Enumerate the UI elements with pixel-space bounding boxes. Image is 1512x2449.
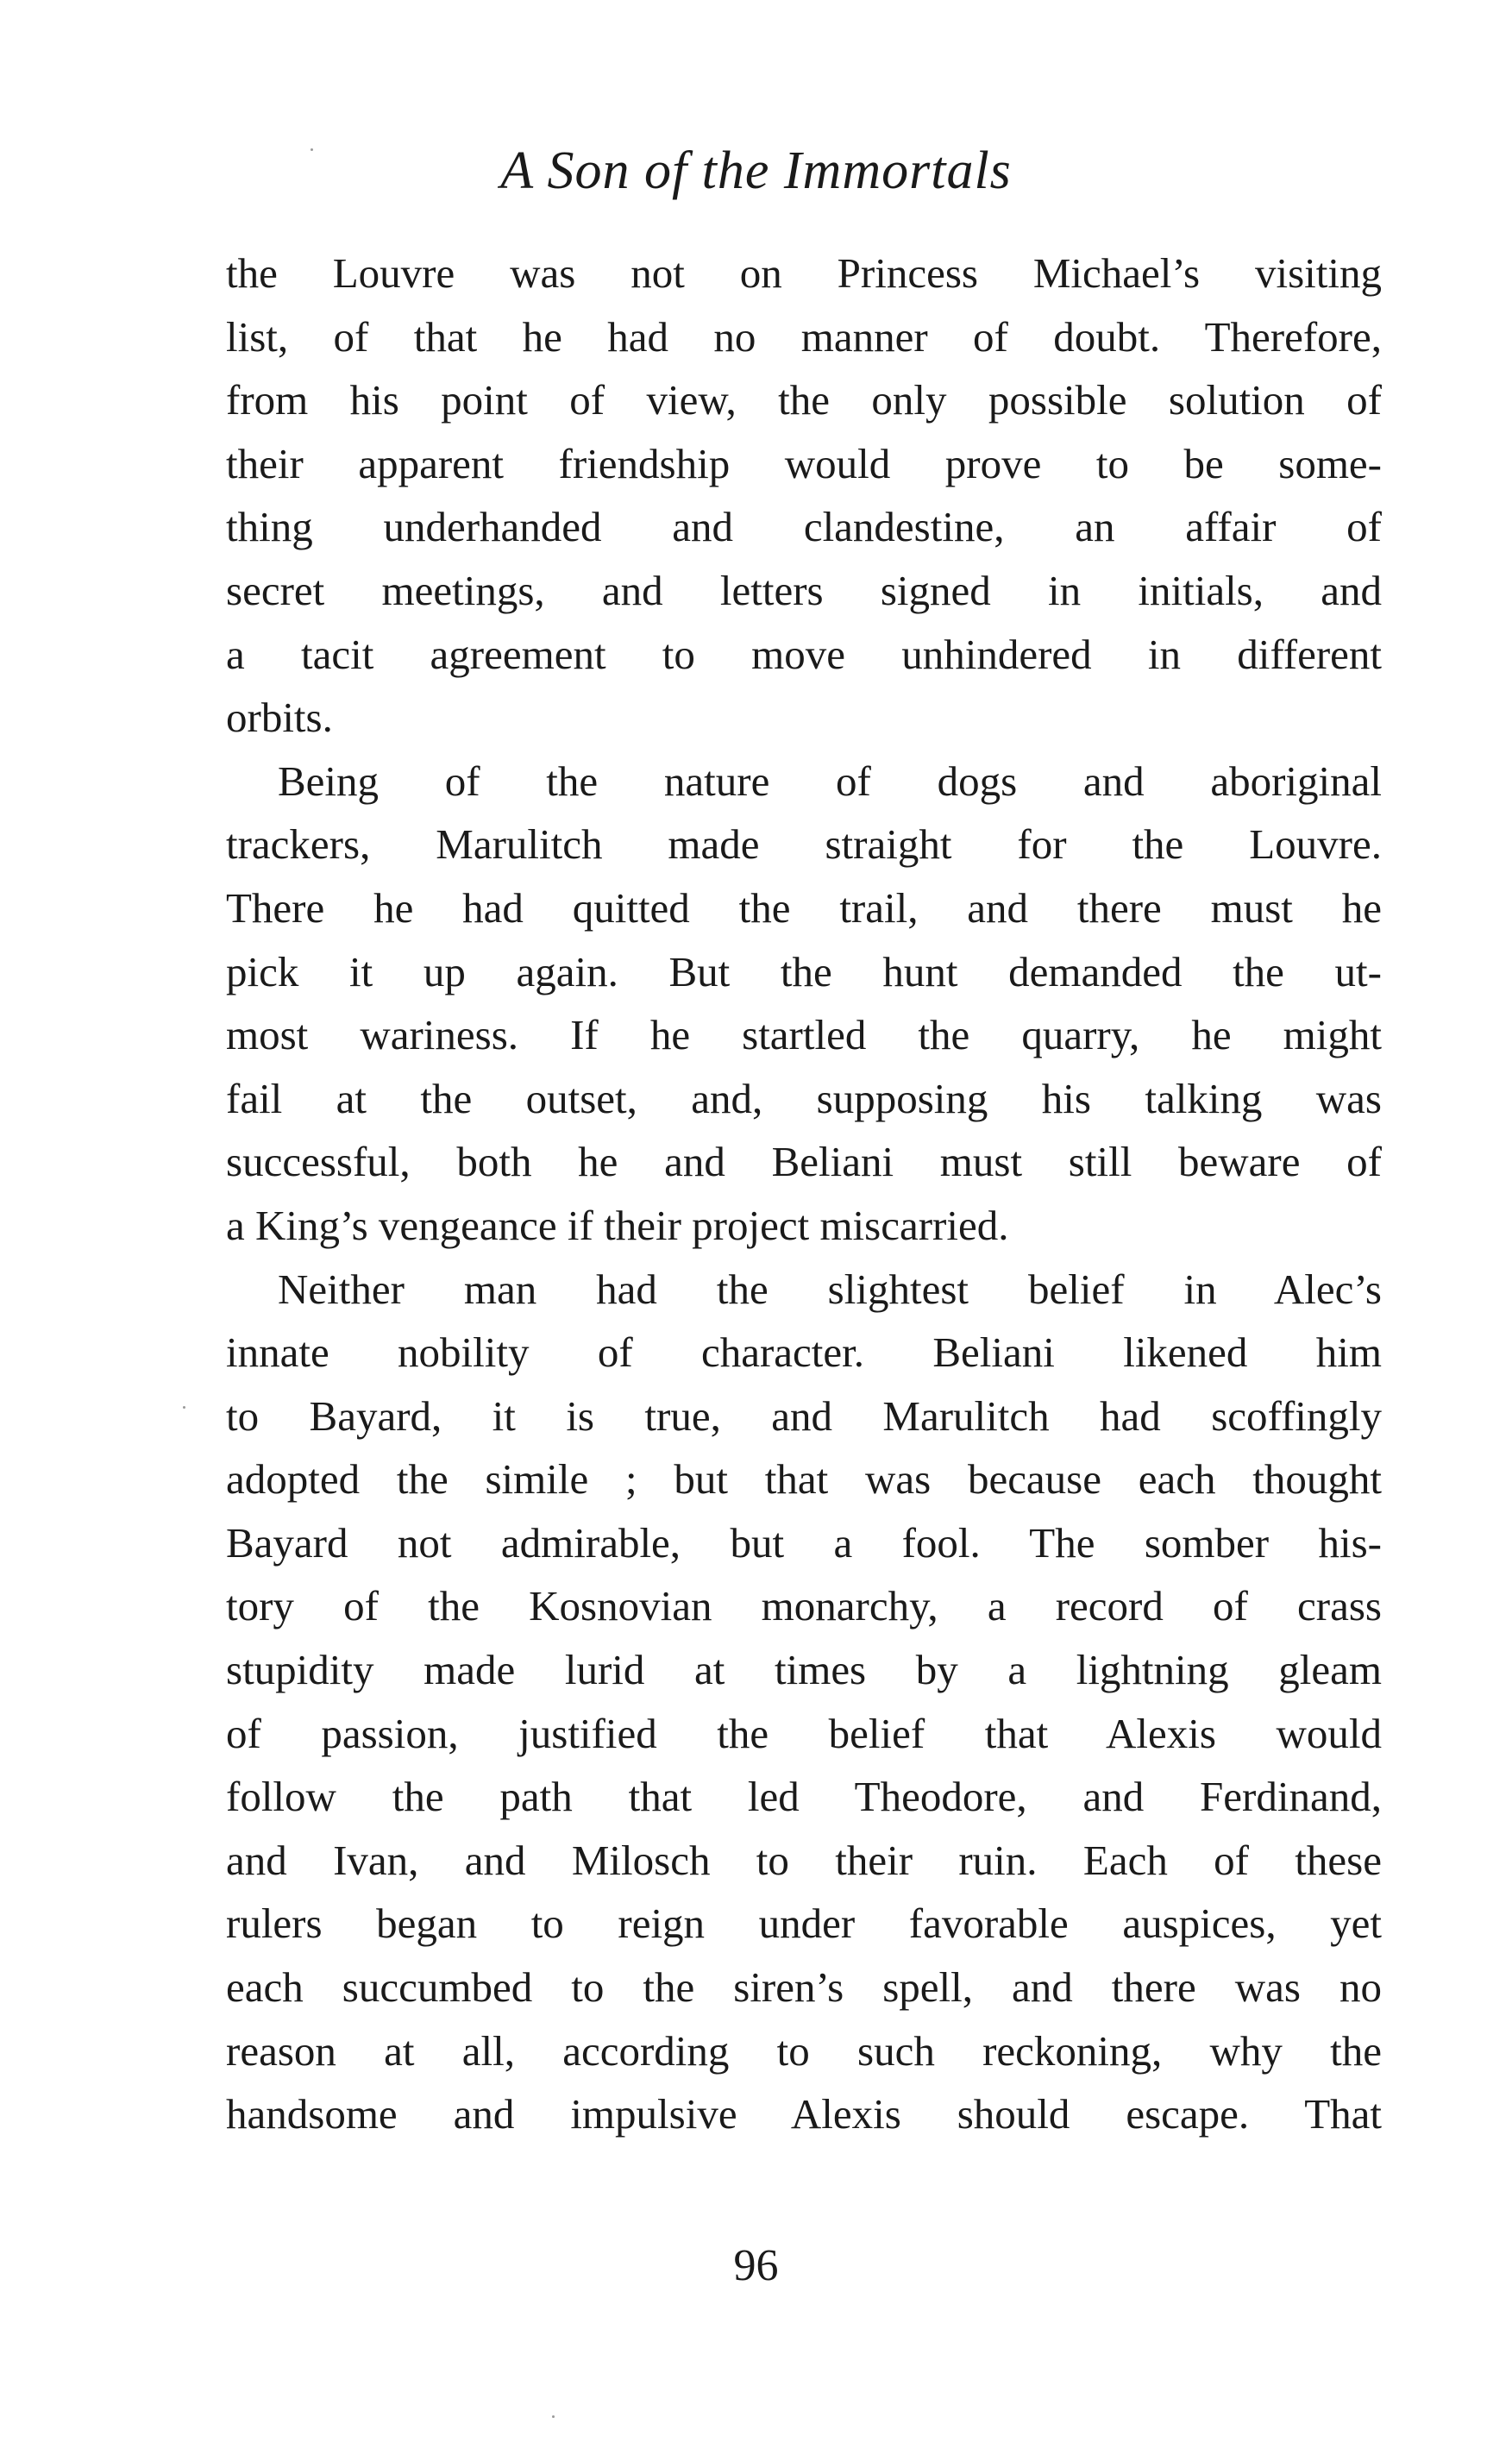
text-line: Bayard not admirable, but a fool. The somber his- <box>226 1518 1382 1567</box>
text-line: each succumbed to the siren’s spell, and there was no <box>226 1963 1382 2012</box>
text-line: secret meetings, and letters signed in initials, and <box>226 566 1382 614</box>
paper-speck <box>552 2415 555 2418</box>
text-line: fail at the outset, and, supposing his talking was <box>226 1074 1382 1122</box>
text-line: Being of the nature of dogs and aboriginal <box>278 757 1382 805</box>
text-line: follow the path that led Theodore, and Ferdinand, <box>226 1773 1382 1821</box>
text-line: of passion, justified the belief that Alexis would <box>226 1709 1382 1757</box>
text-line: reason at all, according to such reckoning, why the <box>226 2026 1382 2075</box>
body-text <box>226 242 1382 2146</box>
paper-speck <box>183 1406 185 1409</box>
text-line: tory of the Kosnovian monarchy, a record of crass <box>226 1582 1382 1630</box>
text-line: innate nobility of character. Beliani likened him <box>226 1328 1382 1377</box>
text-line: most wariness. If he startled the quarry, he might <box>226 1011 1382 1059</box>
text-line: thing underhanded and clandestine, an affair of <box>226 503 1382 551</box>
text-line: trackers, Marulitch made straight for the Louvre. <box>226 820 1382 869</box>
text-line: a King’s vengeance if their project miscarried. <box>226 1201 1009 1249</box>
text-line: pick it up again. But the hunt demanded the ut- <box>226 947 1382 995</box>
text-line: There he had quitted the trail, and there must he <box>226 883 1382 932</box>
text-line: adopted the simile ; but that was because each thought <box>226 1455 1382 1504</box>
text-line: to Bayard, it is true, and Marulitch had scoffingly <box>226 1391 1382 1440</box>
text-line: and Ivan, and Milosch to their ruin. Each of these <box>226 1836 1382 1884</box>
text-line: orbits. <box>226 694 333 742</box>
paper-speck <box>311 148 313 151</box>
text-line: handsome and impulsive Alexis should escape. That <box>226 2090 1382 2138</box>
text-line: list, of that he had no manner of doubt. Therefore, <box>226 312 1382 361</box>
text-line: their apparent friendship would prove to be some- <box>226 439 1382 487</box>
text-line: successful, both he and Beliani must still beware of <box>226 1138 1382 1186</box>
text-line: from his point of view, the only possible solution of <box>226 376 1382 424</box>
text-line: rulers began to reign under favorable auspices, yet <box>226 1900 1382 1948</box>
text-line: stupidity made lurid at times by a lightning gleam <box>226 1646 1382 1694</box>
text-line: a tacit agreement to move unhindered in different <box>226 630 1382 678</box>
page-number: 96 <box>733 2241 779 2290</box>
text-line: Neither man had the slightest belief in Alec’s <box>278 1265 1382 1313</box>
text-line: the Louvre was not on Princess Michael’s visiting <box>226 249 1382 297</box>
running-head: A Son of the Immortals <box>500 141 1012 200</box>
